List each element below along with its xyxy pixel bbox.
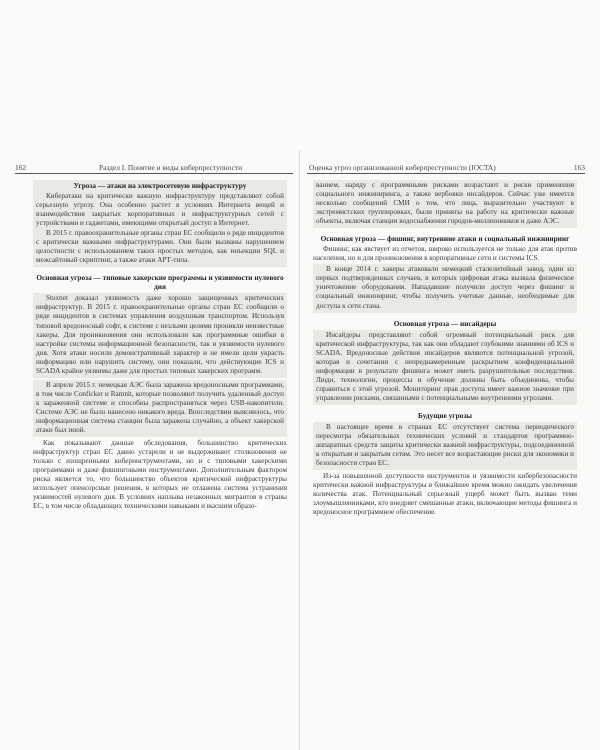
left-page-number: 162 [15, 163, 27, 172]
left-running-header [15, 163, 293, 174]
right-intro-block [313, 180, 577, 228]
section-heading: Будущие угрозы [418, 410, 472, 420]
section-heading: Основная угроза — инсайдеры [393, 318, 497, 328]
highlighted-block [33, 380, 287, 437]
paragraph: В настоящее время в странах ЕС отсутствует система периодического пересмотра обязательных технических условий и стандартов программно-аппаратных средств защиты критически важной инфраструктуры, подсоединенной к открытым и закрытым сетям. Это несет все возрастающие риски для экономики и безопасности стран ЕС. [316, 422, 574, 468]
paragraph: Кибератаки на критически важную инфраструктуру представляют собой серьезную угрозу. Она особенно растет в условиях Интернета вещей и взаимодействия закрытых корпоративных и инфраструктурных сетей с устройствами и гаджетами, имеющими открытый доступ в Интернет. [36, 192, 284, 228]
left-section-1 [33, 180, 287, 267]
left-section-2 [33, 273, 287, 511]
book-gutter [299, 150, 300, 750]
paragraph: Из-за повышенной доступности инструментов и уязвимости кибербезопасности критически важной инфраструктуры в ближайшее время можно ожидать увеличения количества атак. Потенциальный серьезный ущерб может быть вызван теми злоумышленниками, кто внедряет смешанные атаки, включающие методы фишинга и вредоносное программное обеспечение. [313, 472, 577, 517]
right-running-title: Оценка угроз организованной киберпреступности (IOCTA) [309, 163, 496, 172]
paragraph: В 2015 г. правоохранительные органы стран ЕС сообщили о ряде инцидентов с критически важными инфраструктурами. Они были вызваны нарушением целостности с использованием таких простых методов, как инъекции SQL и межсайтовый скриптинг, а также атаки АРТ-типа. [36, 229, 284, 265]
paragraph: Инсайдеры представляют собой огромный потенциальный риск для критической инфраструктуры, так как они обладают глубокими знаниями об ICS и SCADA. Вредоносные действия инсайдеров являются потенциальной угрозой, которая и сочетании с непреднамеренным раскрытием конфиденциальной информации в результате фишинга может иметь разрушительные последствия. Люди, технологии, процессы и обучение должны быть объединены, чтобы справиться с этой угрозой. Мониторинг прав доступа имеет важное значение при управлении рисками, связанными с потенциальными внутренними угрозами. [316, 330, 574, 402]
section-heading: Основная угроза — фишинг, внутренние атаки и социальный инжиниринг [320, 234, 570, 244]
highlighted-block [313, 422, 577, 470]
right-page-column [313, 180, 577, 523]
paragraph: ванием, наряду с программными рисками возрастают и риски применения социального инжиниринга, а также вербовки инсайдеров. Сейчас уже имеется несколько сообщений СМИ о том, что лица, выразительно участвуют в экстремистских группировках, были приняты на работу на критически важные объекты, включая станции водоснабжения городов-миллионников и даже АЭС. [316, 181, 574, 226]
paragraph: Stuxnet доказал уязвимость даже хорошо защищенных критических инфраструктур. В 2015 г. правоохранительные органы стран ЕС сообщили о ряде инцидентов в системах управления воздушным транспортом. Используя типовой вредоносный софт, к системе с незлыми целями проникли неизвестные хакеры. Для проникновения они использовали как программные ошибки в настройке системы информационной безопасности, так и уязвимости нулевого дня. Хотя атаки носили демонстративный характер и не имели цели украсть информацию или нарушить систему, они показали, что действующие ICS и SCADA крайне уязвимы даже для простых типовых хакерских программ. [36, 294, 284, 375]
highlighted-block [33, 293, 287, 377]
paragraph: В конце 2014 г. хакеры атаковали немецкий сталелитейный завод, один из первых подтвержденных случаев, в которых цифровая атака вызвала физическое уничтожение оборудования. Нападавшие получили доступ через фишинг и социальный инжиниринг, чтобы получить учетные данные, необходимые для доступа к сети стана. [316, 265, 574, 310]
right-section-1 [313, 234, 577, 312]
left-running-title: Раздел I. Понятие и виды киберпреступности [99, 163, 243, 172]
paragraph: В апреле 2015 г. немецкая АЭС была заражена вредоносными программами, в том числе Conficker и Ramnit, которые позволяют получить удаленный доступ к зараженной системе и способны распространяться через USB-накопители. Системе АЭС не было нанесено никакого вреда. Впоследствии выяснилось, что информационная система станции была заражена случайно, а объект хакерской атаки был иной. [36, 380, 284, 435]
paragraph: Фишинг, как явствует из отчетов, широко используется не только для атак против населения, но и для проникновения в корпоративные сети и системы ICS. [313, 245, 577, 263]
highlighted-block [313, 330, 577, 405]
right-section-2 [313, 319, 577, 405]
section-heading: Угроза — атаки на электросетевую инфраструктуру [73, 181, 247, 190]
right-page-number: 163 [573, 163, 585, 172]
paragraph: Как показывают данные обследования, большинство критических инфраструктур стран ЕС давно устарели и не выдерживают столкновения не только с изощренными киберинструментами, но и с типовыми хакерскими программами и даже фишинговыми инструментами. Дополнительным фактором риска является то, что большинство объектов критической инфраструктуры использует опенсорсные решения, в которых не отлажена система устранения уязвимостей нулевого дня. В условиях наплыва незаконных мигрантов в страны ЕС, в том числе обладающих техническими навыками и высшим образо- [33, 439, 287, 511]
section-heading: Основная угроза — типовые хакерские программы и уязвимости нулевого дня [36, 273, 284, 292]
right-section-3 [313, 411, 577, 517]
right-running-header [307, 163, 585, 174]
left-page-column [33, 180, 287, 517]
highlighted-block [313, 264, 577, 312]
